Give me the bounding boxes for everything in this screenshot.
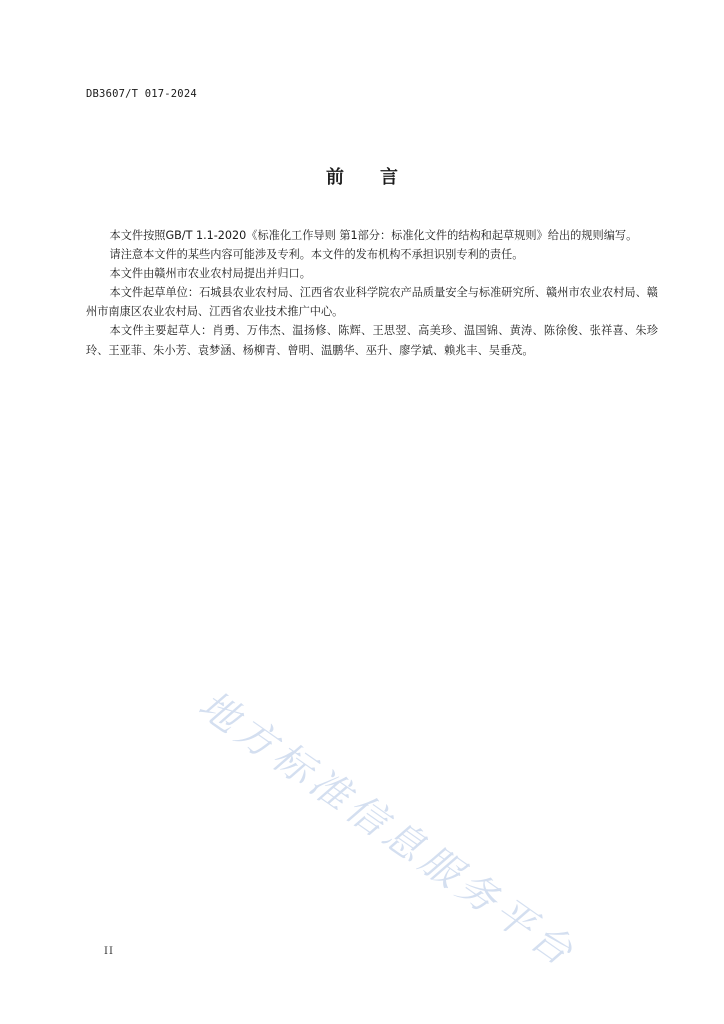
- paragraph-proposer: 本文件由赣州市农业农村局提出并归口。: [109, 267, 311, 281]
- paragraph-drafting-units: 本文件起草单位：石城县农业农村局、江西省农业科学院农产品质量安全与标准研究所、赣州市农业农村局、赣州市南康区农业农村局、江西省农业技术推广中心。: [86, 286, 658, 319]
- paragraph-drafters: 本文件主要起草人：肖勇、万伟杰、温扬修、陈辉、王思翌、高美珍、温国锦、黄涛、陈徐俊、张祥喜、朱珍玲、王亚菲、朱小芳、袁梦涵、杨柳青、曾明、温鹏华、巫升、廖学斌、赖兆丰、吴垂茂。: [86, 324, 658, 357]
- watermark: 地方标准信息服务平台: [190, 682, 585, 978]
- foreword-body: [86, 226, 658, 360]
- paragraph-drafting-rules: 本文件按照GB/T 1.1-2020《标准化工作导则 第1部分：标准化文件的结构和起草规则》给出的规则编写。: [109, 229, 638, 242]
- title-char-1: 前: [326, 167, 344, 188]
- paragraph-patent-notice: 请注意本文件的某些内容可能涉及专利。本文件的发布机构不承担识别专利的责任。: [109, 248, 524, 262]
- document-code: DB3607/T 017-2024: [86, 88, 197, 100]
- page-number: II: [104, 946, 114, 957]
- page-title: [0, 163, 724, 189]
- title-char-2: 言: [380, 167, 398, 188]
